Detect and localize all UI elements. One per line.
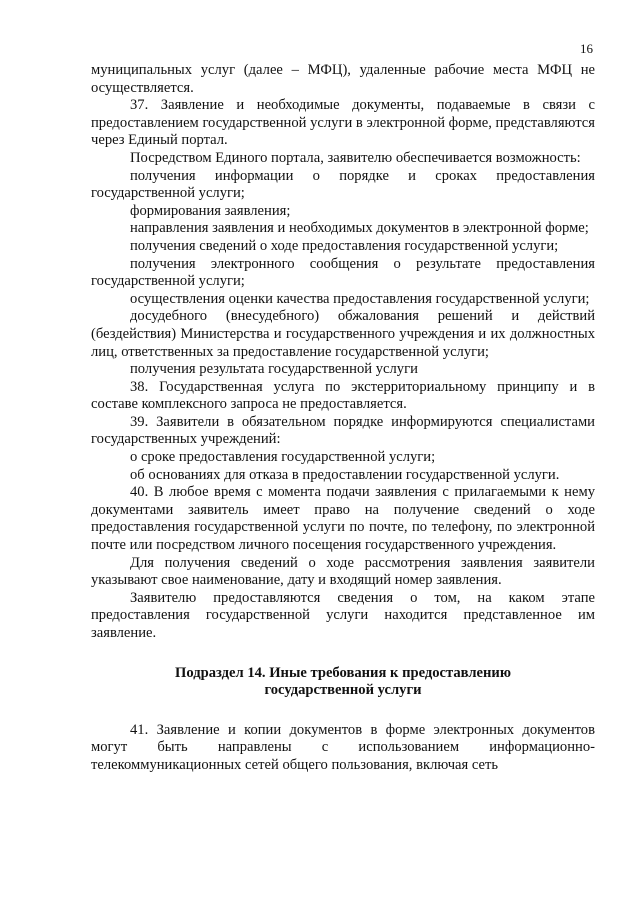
list-item: досудебного (внесудебного) обжалования решений и действий (бездействия) Министерства и государственного учреждения и их должностных лиц, ответственных за предоставление государственной услуги; [91,308,595,360]
list-item: осуществления оценки качества предоставления государственной услуги; [130,290,590,307]
list-item: получения результата государственной услуги [130,361,418,378]
paragraph-39: 39. Заявители в обязательном порядке информируются специалистами государственных учреждений: [91,413,595,448]
paragraph-portal-intro: Посредством Единого портала, заявителю обеспечивается возможность: [130,149,581,166]
paragraph-status-info: Заявителю предоставляются сведения о том, на каком этапе предоставления государственной услуги находится представленное им заявление. [91,589,595,641]
paragraph-38: 38. Государственная услуга по экстерриториальному принципу и в составе комплексного запроса не предоставляется. [91,378,595,413]
subsection-heading-line-2: государственной услуги [264,682,422,699]
paragraph-41: 41. Заявление и копии документов в форме электронных документов могут быть направлены с использованием информационно-телекоммуникационных сетей общего пользования, включая сеть [91,721,595,773]
paragraph-status-request: Для получения сведений о ходе рассмотрения заявления заявители указывают свое наименование, дату и входящий номер заявления. [91,554,595,589]
paragraph-40: 40. В любое время с момента подачи заявления с прилагаемыми к нему документами заявитель имеет право на получение сведений о ходе предоставления государственной услуги по почте, по телефону, по электронной почте или посредством личного посещения государственного учреждения. [91,484,595,554]
list-item: получения информации о порядке и сроках предоставления государственной услуги; [91,167,595,202]
document-body [91,62,595,775]
paragraph-37: 37. Заявление и необходимые документы, подаваемые в связи с предоставлением государственной услуги в электронной форме, представляются через Единый портал. [91,97,595,149]
page-number: 16 [580,41,593,56]
list-item: направления заявления и необходимых документов в электронной форме; [130,220,589,237]
list-item: о сроке предоставления государственной услуги; [130,449,436,466]
list-item: получения электронного сообщения о результате предоставления государственной услуги; [91,255,595,290]
list-item: получения сведений о ходе предоставления государственной услуги; [130,237,559,254]
list-item: об основаниях для отказа в предоставлении государственной услуги. [130,466,560,483]
subsection-heading-line-1: Подраздел 14. Иные требования к предоставлению [175,664,511,681]
paragraph-continuation: муниципальных услуг (далее – МФЦ), удаленные рабочие места МФЦ не осуществляется. [91,62,595,96]
list-item: формирования заявления; [130,202,291,219]
